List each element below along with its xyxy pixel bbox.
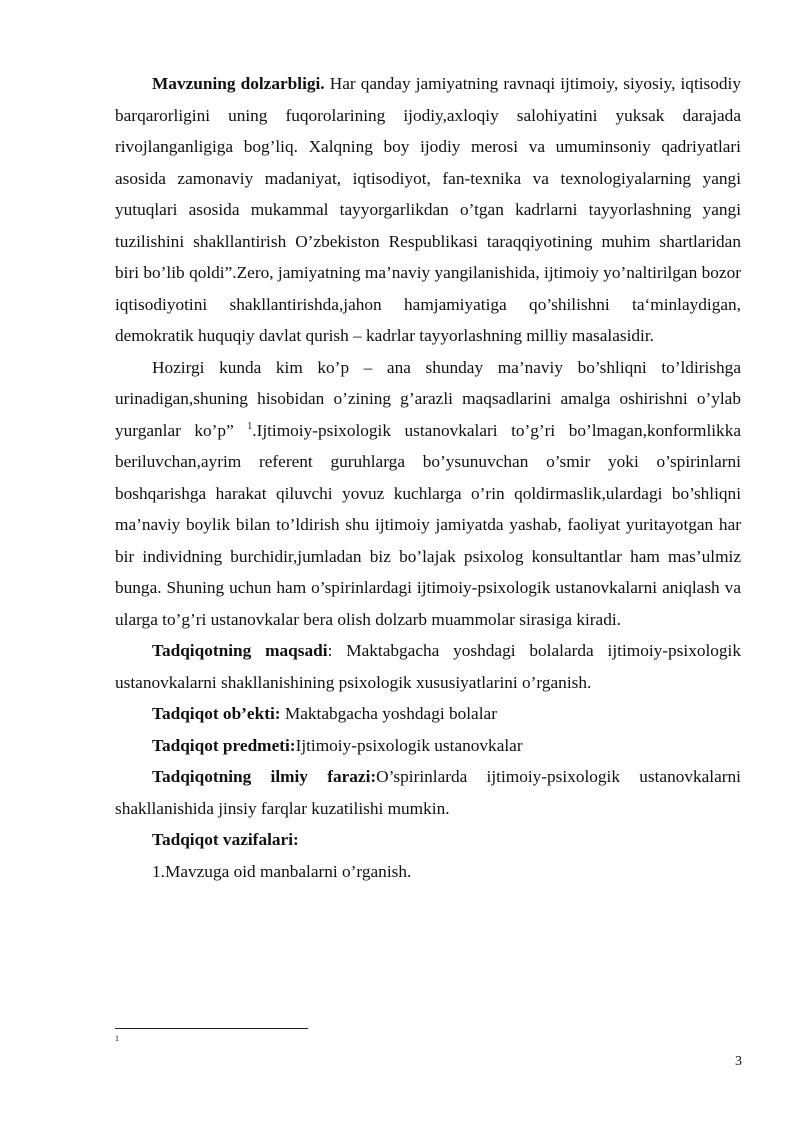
heading-research-goal: Tadqiqotning maqsadi: [152, 641, 328, 660]
research-object-text: Maktabgacha yoshdagi bolalar: [280, 704, 497, 723]
task-1-text: 1.Mavzuga oid manbalarni o’rganish.: [152, 861, 412, 881]
footnote-reference[interactable]: 1: [247, 420, 253, 432]
heading-hypothesis: Tadqiqotning ilmiy farazi:: [152, 767, 377, 786]
heading-research-object: Tadqiqot ob’ekti:: [152, 704, 281, 723]
paragraph-task-1: [115, 856, 741, 888]
page-number: 3: [735, 1054, 742, 1069]
paragraph-research-subject: [115, 730, 741, 762]
paragraph-research-object: [115, 698, 741, 730]
relevance-text: Har qanday jamiyatning ravnaqi ijtimoiy, siyosiy, iqtisodiy barqarorligini uning fuqorolarining ijodiy,axloqiy salohiyatini yuksak darajada rivojlanganligiga bog’liq. Xalqning boy ijodiy merosi va umuminsoniy qadriyatlari asosida zamonaviy madaniyat, iqtisodiyot, fan-texnika va texnologiyalarning yangi yutuqlari asosida mukammal tayyorgarlikdan o’tgan kadrlarni tayyorlashning yangi tuzilishini shakllantirish O’zbekiston Respublikasi taraqqiyotining muhim shartlaridan biri bo’lib qoldi”.Zero, jamiyatning ma’naviy yangilanishida, ijtimoiy yo’naltirilgan bozor iqtisodiyotini shakllantirishda,jahon hamjamiyatiga qo’shilishni ta‘minlaydigan, demokratik huquqiy davlat qurish – kadrlar tayyorlashning milliy masalasidir.: [115, 74, 741, 345]
paragraph-hypothesis: [115, 761, 741, 824]
footnote: [115, 1034, 119, 1044]
paragraph-relevance: [115, 68, 741, 352]
footnote-separator: [115, 1028, 308, 1029]
paragraph-context: [115, 352, 741, 636]
context-text-before: Hozirgi kunda kim ko’p – ana shunday ma’naviy bo’shliqni to’ldirishga urinadigan,shuning hisobidan o’zining g’arazli maqsadlarini amalga oshirishni o’ylab yurganlar ko’p”: [115, 357, 741, 440]
heading-research-subject: Tadqiqot predmeti:: [152, 735, 296, 755]
context-text-after: .Ijtimoiy-psixologik ustanovkalari to’g’ri bo’lmagan,konformlikka beriluvchan,ayrim referent guruhlarga bo’ysunuvchan o’smir yoki o’spirinlarni boshqarishga harakat qiluvchi yovuz kuchlarga o’rin qoldirmaslik,ulardagi bo’shliqni ma’naviy boylik bilan to’ldirish shu ijtimoiy jamiyatda yashab, faoliyat yuritayotgan har bir individning burchidir,jumladan biz bo’lajak psixolog konsultantlar ham mas’ulmiz bunga. Shuning uchun ham o’spirinlardagi ijtimoiy-psixologik ustanovkalarni aniqlash va ularga to’g’ri ustanovkalar bera olish dolzarb muammolar sirasiga kiradi.: [115, 420, 742, 629]
research-subject-text: Ijtimoiy-psixologik ustanovkalar: [295, 735, 523, 755]
paragraph-research-goal: [115, 635, 741, 698]
heading-tasks: Tadqiqot vazifalari:: [152, 830, 299, 849]
research-goal-text: : Maktabgacha yoshdagi bolalarda ijtimoiy-psixologik ustanovkalarni shakllanishining psixologik xususiyatlarini o’rganish.: [115, 641, 741, 692]
heading-relevance: Mavzuning dolzarbligi.: [152, 74, 325, 93]
hypothesis-text: O’spirinlarda ijtimoiy-psixologik ustanovkalarni shakllanishida jinsiy farqlar kuzatilishi mumkin.: [115, 767, 741, 818]
footnote-marker: 1: [115, 1034, 119, 1043]
document-body: [115, 68, 741, 887]
paragraph-tasks: [115, 824, 741, 856]
